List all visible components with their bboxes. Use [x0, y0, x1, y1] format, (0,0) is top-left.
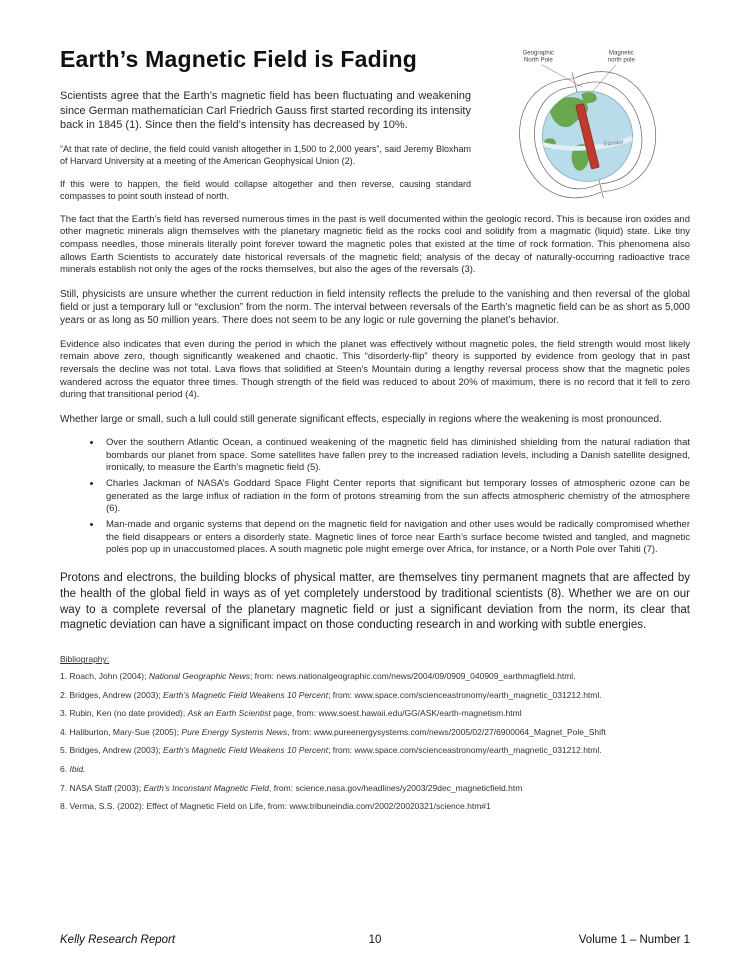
paragraph-geologic-record: The fact that the Earth’s field has reversed numerous times in the past is well documented within the geologic record. This is because iron oxides and other magnetic minerals align themselves with the planetary magnetic field as the rocks cool and solidify from a magmatic (liquid) state. Like tiny compass needles, those minerals literally point forever toward the magnetic poles that existed at the time of rock formation. This phenomena also allows Earth Scientists to accurately date historical reversals of the magnetic field; analysis of the decay of naturally-occurring radioactive trace minerals establish not only the ages of the rocks themselves, but also the ages of the reversals (3). [60, 213, 690, 276]
equator-label: Equator [603, 139, 624, 148]
paragraph-closing: Protons and electrons, the building blocks of physical matter, are themselves tiny permanent magnets that are affected by the health of the global field in ways as of yet completely understood by traditional scientists (8). Whether we are on our way to a complete reversal of the planetary magnetic field or just a significant deviation from the norm, its clear that magnetic deviation can have a significant impact on those conducting research in and working with subtle energies. [60, 571, 690, 632]
bibliography-heading: Bibliography: [60, 654, 110, 665]
bullet-ozone-losses: • Charles Jackman of NASA’s Goddard Space Flight Center reports that significant but temporary losses of atmospheric ozone can be generated as the large influx of radiation in the form of protons streaming from the sun affects atmospheric chemistry of the atmosphere (6). [102, 478, 690, 516]
paragraph-disorderly-flip: Evidence also indicates that even during the period in which the planet was effectively without magnetic poles, the field strength would most likely remain above zero, though significantly weakened and chaotic. This “disorderly-flip” theory is supported by evidence from geology that in past reversals the decline was not total. Lava flows that solidified at Steen’s Mountain during a lengthy reversal process show that the magnetic poles wandered across the equator three times. Though strength of the field was reduced to about 20% of maximum, there is no record that it fell to zero during that transitional period (4). [60, 338, 690, 401]
bibliography-entry: 7. NASA Staff (2003); Earth’s Inconstant Magnetic Field, from: science.nasa.gov/headlines/y2003/29dec_magneticfield.htm [60, 782, 523, 793]
footer-volume-number: Volume 1 – Number 1 [578, 934, 690, 946]
bibliography-section [60, 654, 690, 812]
paragraph-quote: “At that rate of decline, the field could vanish altogether in 1,500 to 2,000 years”, said Jeremy Bloxham of Harvard University at a meeting of the American Geophysical Union (2). [60, 143, 471, 166]
bibliography-entry: 2. Bridges, Andrew (2003); Earth’s Magnetic Field Weakens 10 Percent; from: www.space.com/scienceastronomy/earth_magnetic_031212.html. [60, 689, 602, 700]
bibliography-entry: 5. Bridges, Andrew (2003); Earth’s Magnetic Field Weakens 10 Percent; from: www.space.com/scienceastronomy/earth_magnetic_031212.html. [60, 745, 602, 756]
page-title: Earth’s Magnetic Field is Fading [60, 46, 417, 72]
paragraph-intro: Scientists agree that the Earth’s magnetic field has been fluctuating and weakening since German mathematician Carl Friedrich Gauss first started recording its intensity back in 1845 (1). Since then the field’s intensity has decreased by 10%. [60, 90, 471, 132]
magnetic-pole-label-line1: Magnetic [608, 49, 634, 57]
bibliography-entry: 8. Verma, S.S. (2002): Effect of Magnetic Field on Life, from: www.tribuneindia.com/2002/20020321/science.htm#1 [60, 801, 491, 812]
bibliography-entry: 6. Ibid. [60, 764, 86, 774]
magnetic-pole-label-line2: north pole [607, 56, 635, 64]
earth-magnetic-field-figure [485, 46, 690, 202]
footer-report-name: Kelly Research Report [60, 934, 176, 946]
paragraph-lull-effects: Whether large or small, such a lull could still generate significant effects, especially in regions where the weakening is most pronounced. [60, 413, 662, 425]
magnetic-pole-pointer-line [593, 65, 617, 92]
geographic-pole-label-line2: North Pole [523, 56, 553, 64]
effects-bullet-list [60, 437, 690, 557]
geographic-pole-pointer-line [541, 65, 582, 88]
bibliography-entry: 3. Rubin, Ken (no date provided); Ask an Earth Scientist page, from: www.soest.hawaii.edu/GG/ASK/earth-magnetism.html [60, 708, 522, 719]
footer-page-number: 10 [368, 934, 382, 946]
bibliography-entry: 1. Roach, John (2004); National Geographic News; from: news.nationalgeographic.com/news/2004/09/0909_040909_earthmagfield.html. [60, 670, 576, 681]
page-footer [60, 934, 690, 946]
geographic-pole-label-line1: Geographic [522, 49, 555, 57]
paragraph-physicists-unsure: Still, physicists are unsure whether the current reduction in field intensity reflects the prelude to the vanishing and then reversal of the global field or just a temporary lull or “exclusion” from the norm. The interval between reversals of the Earth’s magnetic field can be as short as 5,000 years or as long as 50 million years. There does not seem to be any logic or rule governing the planet’s behavior. [60, 288, 690, 327]
bullet-navigation-systems: • Man-made and organic systems that depend on the magnetic field for navigation and other uses would be radically compromised whether the field disappears or enters a disorderly state. Magnetic lines of force near Earth’s surface become twisted and tangled, and magnetic poles pop up in unaccustomed places. A south magnetic pole might emerge over Africa, for instance, or a North Pole over Tahiti (7). [102, 519, 690, 557]
bibliography-entry: 4. Haliburton, Mary-Sue (2005); Pure Energy Systems News, from: www.pureenergysystems.com/news/2005/02/27/6900064_Magnet_Pole_Shift [60, 726, 606, 737]
earth-globe-illustration [485, 46, 690, 202]
paragraph-collapse: If this were to happen, the field would collapse altogether and then reverse, causing standard compasses to point south instead of north. [60, 178, 471, 201]
bullet-atlantic-ocean: • Over the southern Atlantic Ocean, a continued weakening of the magnetic field has diminished shielding from the natural radiation that bombards our planet from space. Some satellites have fallen prey to the increased radiation levels, including a Danish satellite designed, ironically, to measure the Earth’s magnetic field (5). [102, 437, 690, 475]
